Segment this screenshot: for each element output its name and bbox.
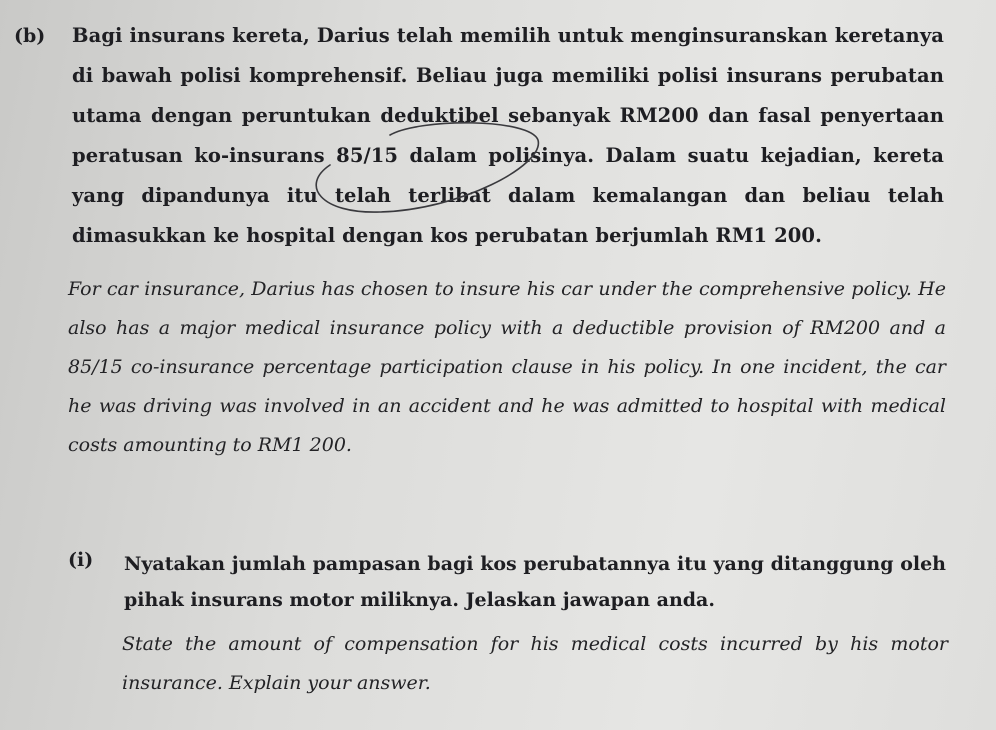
subquestion-label: (i) [68, 549, 94, 571]
question-label: (b) [14, 25, 46, 47]
subquestion-english-text: State the amount of compensation for his medical costs incurred by his motor insurance. Explain your answer. [122, 633, 948, 694]
question-english-text: For car insurance, Darius has chosen to insure his car under the comprehensive policy. He also has a major medical insurance policy with a deductible provision of RM200 and a 85/15 co-insurance percentage participation clause in his policy. In one incident, the car he was driving was involved in an accident and he was admitted to hospital with medical costs amounting to RM1 200. [68, 278, 946, 456]
question-malay-text: Bagi insurans kereta, Darius telah memilih untuk menginsuranskan keretanya di bawah polisi komprehensif. Beliau juga memiliki polisi insurans perubatan utama dengan peruntukan deduktibel sebanyak RM200 dan fasal penyertaan peratusan ko-insurans 85/15 dalam polisinya. Dalam suatu kejadian, kereta yang dipandunya itu telah terlibat dalam kemalangan dan beliau telah dimasukkan ke hospital dengan kos perubatan berjumlah RM1 200. [72, 24, 944, 247]
subquestion-malay-text: Nyatakan jumlah pampasan bagi kos perubatannya itu yang ditanggung oleh pihak insurans motor miliknya. Jelaskan jawapan anda. [124, 553, 946, 611]
